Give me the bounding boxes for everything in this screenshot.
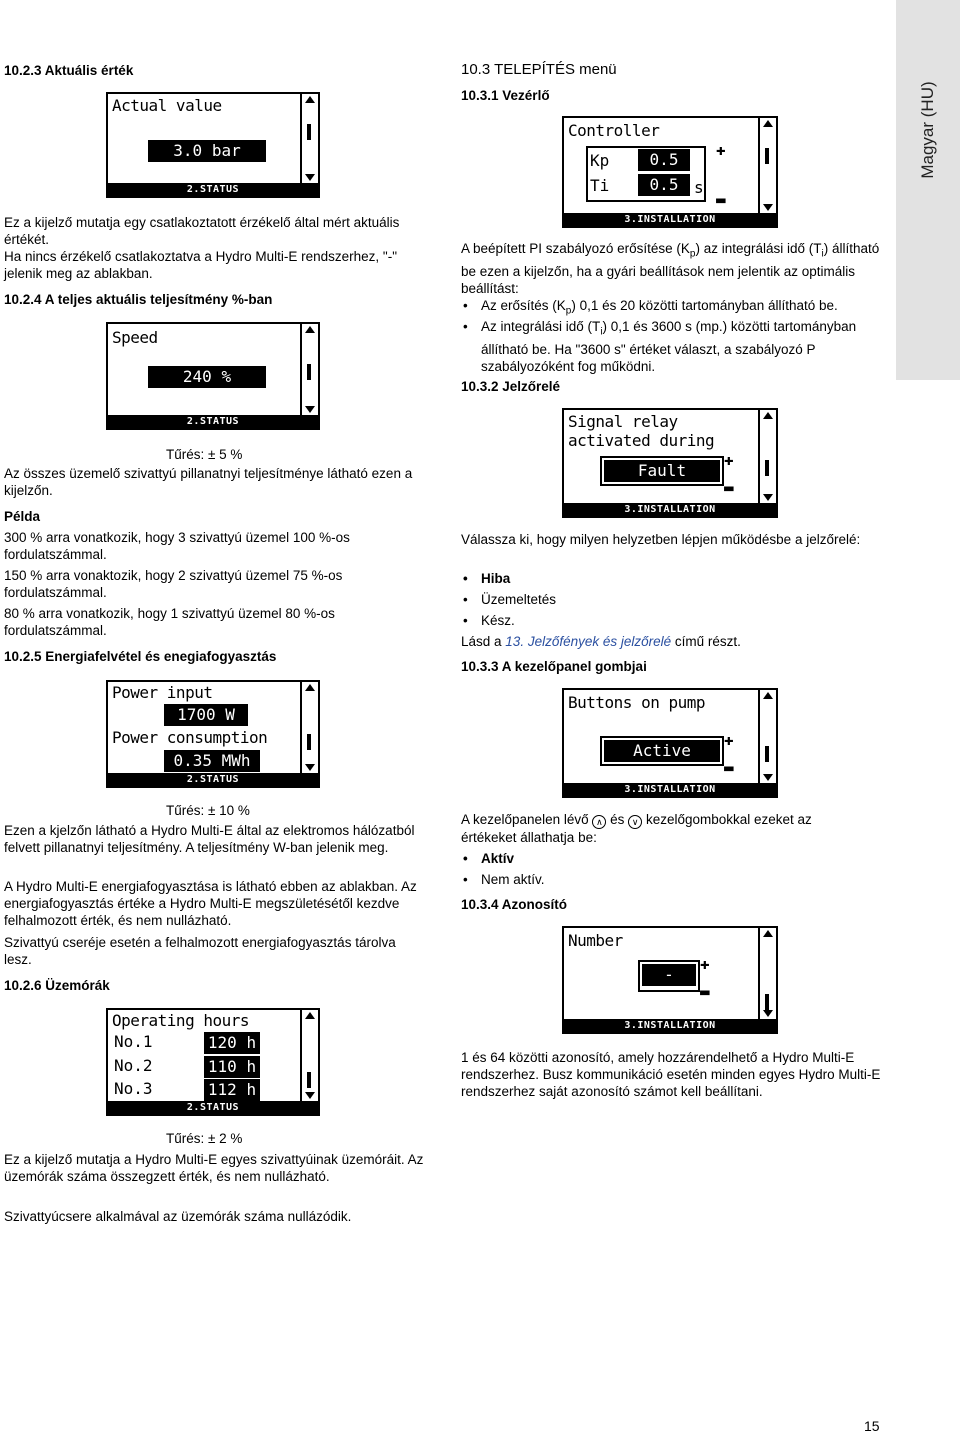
lcd-value: Active <box>604 740 720 762</box>
language-label: Magyar (HU) <box>918 81 937 179</box>
lcd-row-value: 110 h <box>204 1056 260 1078</box>
para-pelda-2: 150 % arra vonaktozik, hogy 2 szivattyú üzemel 75 %-os fordulatszámmal. <box>4 568 343 600</box>
tolerance-hours: Tűrés: ± 2 % <box>166 1131 243 1146</box>
lcd-status-bar: 3.INSTALLATION <box>564 783 776 796</box>
subscript-i: i <box>821 248 824 260</box>
lcd-title: Controller <box>568 121 660 140</box>
para-buttons-1 <box>461 811 861 846</box>
scroll-thumb <box>307 1072 311 1088</box>
para-relay-1: Válassza ki, hogy milyen helyzetben lépjen működésbe a jelzőrelé: <box>461 532 861 547</box>
scroll-down-icon <box>763 774 773 781</box>
scroll-down-icon <box>305 1092 315 1099</box>
lcd-row-label: No.3 <box>114 1079 153 1098</box>
subscript-p: p <box>689 248 696 260</box>
lcd-scrollbar <box>758 928 776 1019</box>
heading-10-3-2: 10.3.2 Jelzőrelé <box>461 379 561 394</box>
scroll-up-icon <box>763 692 773 699</box>
subscript-p: p <box>565 305 572 317</box>
lcd-value: 3.0 bar <box>148 140 266 162</box>
lcd-power <box>106 680 320 788</box>
subscript-i: i <box>600 326 603 338</box>
bullet-relay-uzemeltetes: • Üzemeltetés <box>481 591 556 608</box>
lcd-value-power-consumption: 0.35 MWh <box>164 750 260 772</box>
lcd-row-value: 120 h <box>204 1032 260 1054</box>
lcd-title-1: Signal relay <box>568 412 678 431</box>
heading-pelda: Példa <box>4 509 41 524</box>
para-hours-2: Szivattyúcsere alkalmával az üzemórák száma nullázódik. <box>4 1209 352 1224</box>
text-part: kezelőgombokkal ezeket az értékeket állathatja be: <box>461 812 812 845</box>
page-number: 15 <box>864 1418 880 1434</box>
lcd-ti-value: 0.5 <box>638 174 690 196</box>
minus-icon: ▬ <box>724 758 734 777</box>
language-sidebar <box>896 0 960 380</box>
lcd-buttons-on-pump <box>562 688 778 798</box>
scroll-up-icon <box>763 120 773 127</box>
scroll-up-icon <box>305 96 315 103</box>
lcd-status-bar: 2.STATUS <box>108 415 318 428</box>
para-hours-1: Ez a kijelző mutatja a Hydro Multi-E egyes szivattyúinak üzemóráit. Az üzemórák száma összegzett érték, és nem nullázható. <box>4 1152 424 1184</box>
para-power-3: Szivattyú cseréje esetén a felhalmozott energiafogyasztás tárolva lesz. <box>4 935 396 967</box>
lcd-row-label: No.1 <box>114 1032 153 1051</box>
heading-10-3-3: 10.3.3 A kezelőpanel gombjai <box>461 659 647 674</box>
scroll-thumb <box>765 148 769 164</box>
lcd-title-power-input: Power input <box>112 683 213 702</box>
para-controller-1 <box>461 240 886 297</box>
lcd-title-2: activated during <box>568 431 715 450</box>
lcd-kp-label: Kp <box>590 151 610 170</box>
text-part: A kezelőpanelen lévő <box>461 812 589 827</box>
scroll-up-icon <box>763 412 773 419</box>
up-button-icon: ∧ <box>592 815 606 829</box>
para-speed-1: Az összes üzemelő szivattyú pillanatnyi teljesítménye látható ezen a kijelzőn. <box>4 466 413 498</box>
text-part: Lásd a <box>461 634 506 649</box>
scroll-up-icon <box>763 930 773 937</box>
lcd-operating-hours <box>106 1008 320 1116</box>
plus-icon: ✚ <box>700 954 710 973</box>
para-actual-2: Ha nincs érzékelő csatlakoztatva a Hydro Multi-E rendszerhez, "-" jelenik meg az ablakban. <box>4 249 397 281</box>
bullet-controller-kp <box>481 297 886 320</box>
minus-icon: ▬ <box>724 478 734 497</box>
scroll-down-icon <box>305 406 315 413</box>
scroll-up-icon <box>305 1012 315 1019</box>
scroll-thumb <box>765 460 769 476</box>
para-pelda-1: 300 % arra vonatkozik, hogy 3 szivattyú üzemel 100 %-os fordulatszámmal. <box>4 530 350 562</box>
scroll-thumb <box>307 124 311 140</box>
text-part: ) 0,1 és 3600 s (mp.) közötti tartományban állítható be. Ha "3600 s" értéket választ, a szabályozó P szabályozóként fog működni. <box>481 319 857 374</box>
lcd-number <box>562 926 778 1034</box>
lcd-value: - <box>642 964 696 986</box>
text-part: Az erősítés (K <box>481 298 566 313</box>
bullet-relay-kesz: • Kész. <box>481 612 515 629</box>
lcd-scrollbar <box>300 94 318 183</box>
scroll-down-icon <box>763 204 773 211</box>
lcd-scrollbar <box>300 682 318 773</box>
lcd-scrollbar <box>758 118 776 213</box>
lcd-title: Actual value <box>112 96 222 115</box>
scroll-thumb <box>307 734 311 750</box>
lcd-scrollbar <box>758 690 776 783</box>
lcd-value: Fault <box>604 460 720 482</box>
lcd-controller <box>562 116 778 228</box>
tolerance-speed: Tűrés: ± 5 % <box>166 447 243 462</box>
lcd-signal-relay <box>562 408 778 518</box>
minus-icon: ▬ <box>716 190 726 209</box>
scroll-down-icon <box>305 764 315 771</box>
lcd-row-value: 112 h <box>204 1079 260 1101</box>
bullet-buttons-aktiv: • Aktív <box>481 850 514 867</box>
text-part: A beépített PI szabályozó erősítése (K <box>461 241 690 256</box>
lcd-scrollbar <box>300 1010 318 1101</box>
para-number-1: 1 és 64 közötti azonosító, amely hozzárendelhető a Hydro Multi-E rendszerhez. Busz kommunikáció esetén minden egyes Hydro Multi-E rendszerhez saját azonosító számot kell beállítani. <box>461 1050 881 1099</box>
lcd-kp-value: 0.5 <box>638 149 690 171</box>
lcd-ti-unit: s <box>694 178 704 197</box>
lcd-scrollbar <box>758 410 776 503</box>
lcd-status-bar: 3.INSTALLATION <box>564 503 776 516</box>
heading-10-3-4: 10.3.4 Azonosító <box>461 897 568 912</box>
para-actual-1: Ez a kijelző mutatja egy csatlakoztatott érzékelő által mért aktuális értékét. <box>4 215 400 247</box>
heading-10-3-1: 10.3.1 Vezérlő <box>461 88 550 103</box>
scroll-up-icon <box>305 684 315 691</box>
lcd-status-bar: 3.INSTALLATION <box>564 1019 776 1032</box>
tolerance-power: Tűrés: ± 10 % <box>166 803 250 818</box>
para-pelda-3: 80 % arra vonatkozik, hogy 1 szivattyú üzemel 80 %-os fordulatszámmal. <box>4 606 335 638</box>
bullet-controller-ti <box>481 318 881 375</box>
bullet-buttons-nem-aktiv: • Nem aktív. <box>481 871 545 888</box>
para-relay-2 <box>461 633 741 650</box>
text-part: Az integrálási idő (T <box>481 319 601 334</box>
bullet-relay-hiba: • Hiba <box>481 570 510 587</box>
lcd-status-bar: 3.INSTALLATION <box>564 213 776 226</box>
para-power-1: Ezen a kjelzőn látható a Hydro Multi-E által az elektromos hálózatból felvett pillanatnyi teljesítmény. A teljesítmény W-ban jelenik meg. <box>4 823 415 855</box>
plus-icon: ✚ <box>724 730 734 749</box>
lcd-actual-value <box>106 92 320 198</box>
lcd-status-bar: 2.STATUS <box>108 773 318 786</box>
scroll-down-icon <box>305 174 315 181</box>
lcd-status-bar: 2.STATUS <box>108 1101 318 1114</box>
para-power-2: A Hydro Multi-E energiafogyasztása is látható ebben az ablakban. Az energiafogyasztás értéke a Hydro Multi-E megszületésétől kezdve felhalmozott érték, és nem nullázható. <box>4 879 417 928</box>
text-part: című részt. <box>671 634 741 649</box>
heading-10-2-3: 10.2.3 Aktuális érték <box>4 63 134 78</box>
heading-10-2-6: 10.2.6 Üzemórák <box>4 978 110 993</box>
scroll-up-icon <box>305 326 315 333</box>
lcd-title: Operating hours <box>112 1011 249 1030</box>
lcd-ti-label: Ti <box>590 176 610 195</box>
scroll-thumb <box>765 994 769 1010</box>
text-part: és <box>610 812 625 827</box>
lcd-scrollbar <box>300 324 318 415</box>
minus-icon: ▬ <box>700 982 710 1001</box>
scroll-thumb <box>765 746 769 762</box>
plus-icon: ✚ <box>724 450 734 469</box>
text-part: ) az integrálási idő (T <box>695 241 822 256</box>
heading-10-2-4: 10.2.4 A teljes aktuális teljesítmény %-ban <box>4 292 273 307</box>
lcd-title: Speed <box>112 328 158 347</box>
scroll-down-icon <box>763 494 773 501</box>
lcd-status-bar: 2.STATUS <box>108 183 318 196</box>
lcd-value: 240 % <box>148 366 266 388</box>
heading-10-3: 10.3 TELEPÍTÉS menü <box>461 61 617 78</box>
scroll-down-icon <box>763 1010 773 1017</box>
text-part: ) 0,1 és 20 közötti tartományban állítható be. <box>571 298 838 313</box>
down-button-icon: ∨ <box>628 815 642 829</box>
plus-icon: ✚ <box>716 140 726 159</box>
lcd-title: Number <box>568 931 623 950</box>
scroll-thumb <box>307 364 311 380</box>
text-part: ) állítható be ezen a kijelzőn, ha a gyári beállítások nem jelentik az optimális beállítást: <box>461 241 880 296</box>
heading-10-2-5: 10.2.5 Energiafelvétel és enegiafogyasztás <box>4 649 277 664</box>
lcd-title: Buttons on pump <box>568 693 705 712</box>
lcd-speed <box>106 322 320 430</box>
lcd-row-label: No.2 <box>114 1056 153 1075</box>
lcd-value-power-input: 1700 W <box>164 704 248 726</box>
lcd-title-power-consumption: Power consumption <box>112 728 268 747</box>
section-link[interactable]: 13. Jelzőfények és jelzőrelé <box>505 634 672 649</box>
